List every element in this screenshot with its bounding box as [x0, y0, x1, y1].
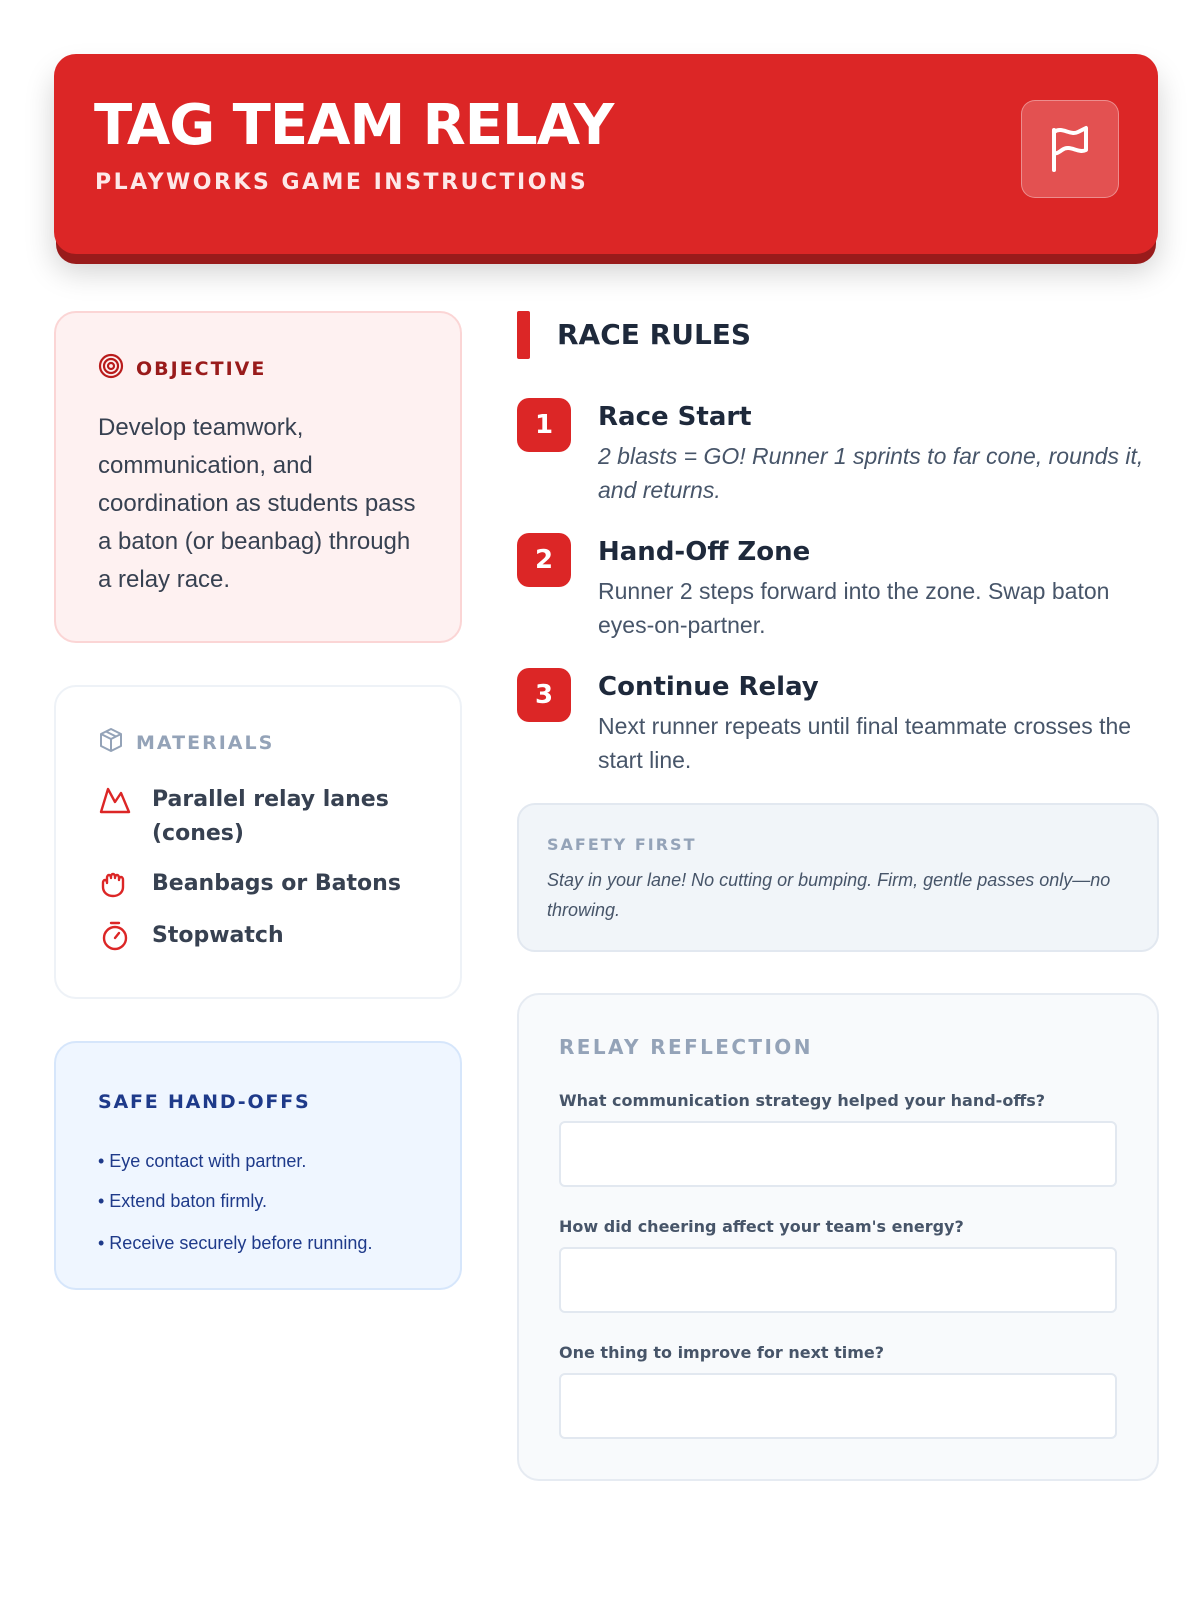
reflection-answer-field[interactable]	[559, 1373, 1117, 1439]
list-item	[98, 783, 412, 851]
objective-header	[98, 353, 266, 384]
flag-icon	[1021, 100, 1119, 198]
material-label: Parallel relay lanes (cones)	[152, 787, 389, 846]
header-banner	[54, 54, 1158, 254]
objective-text: Develop teamwork, communication, and coordination as students pass a baton (or beanbag) through a relay race.	[98, 414, 416, 593]
material-label: Beanbags or Batons	[152, 871, 401, 896]
list-item	[98, 919, 412, 953]
reflection-question: How did cheering affect your team's energy?	[559, 1217, 964, 1236]
list-item: • Receive securely before running.	[98, 1233, 373, 1253]
safety-card	[517, 803, 1159, 952]
rules-title: RACE RULES	[557, 318, 752, 351]
step-number-badge: 2	[517, 533, 571, 587]
box-icon	[98, 727, 124, 758]
reflection-question: One thing to improve for next time?	[559, 1343, 885, 1362]
rule-title: Continue Relay	[598, 672, 819, 702]
reflection-answer-field[interactable]	[559, 1121, 1117, 1187]
materials-label: MATERIALS	[136, 731, 275, 754]
reflection-card	[517, 993, 1159, 1481]
safety-title: SAFETY FIRST	[547, 835, 697, 854]
target-icon	[98, 353, 124, 384]
list-item: • Extend baton firmly.	[98, 1191, 268, 1211]
safe-handoffs-card	[54, 1041, 462, 1290]
rule-text: Runner 2 steps forward into the zone. Swap baton eyes-on-partner.	[598, 578, 1110, 638]
stopwatch-icon	[98, 919, 132, 953]
objective-label: OBJECTIVE	[136, 357, 267, 380]
materials-header	[98, 727, 274, 758]
page-subtitle: PLAYWORKS GAME INSTRUCTIONS	[95, 170, 589, 195]
cone-icon	[98, 783, 132, 817]
handoffs-title: SAFE HAND-OFFS	[98, 1091, 311, 1113]
rules-accent-bar	[517, 311, 530, 359]
rule-title: Race Start	[598, 402, 752, 432]
reflection-answer-field[interactable]	[559, 1247, 1117, 1313]
step-number-badge: 1	[517, 398, 571, 452]
hand-icon	[98, 867, 132, 901]
rule-item	[517, 398, 1162, 508]
rule-title: Hand-Off Zone	[598, 537, 811, 567]
safety-text: Stay in your lane! No cutting or bumping. Firm, gentle passes only—no throwing.	[547, 870, 1111, 920]
reflection-question: What communication strategy helped your hand-offs?	[559, 1091, 1046, 1110]
rule-text: Next runner repeats until final teammate crosses the start line.	[598, 713, 1132, 773]
material-label: Stopwatch	[152, 923, 284, 948]
list-item: • Eye contact with partner.	[98, 1151, 307, 1171]
rule-item	[517, 533, 1162, 643]
reflection-title: RELAY REFLECTION	[559, 1035, 813, 1059]
list-item	[98, 867, 412, 901]
rule-text: 2 blasts = GO! Runner 1 sprints to far cone, rounds it, and returns.	[598, 443, 1144, 503]
page-title: TAG TEAM RELAY	[94, 93, 614, 158]
materials-card	[54, 685, 462, 999]
objective-card	[54, 311, 462, 643]
rule-item	[517, 668, 1162, 778]
step-number-badge: 3	[517, 668, 571, 722]
